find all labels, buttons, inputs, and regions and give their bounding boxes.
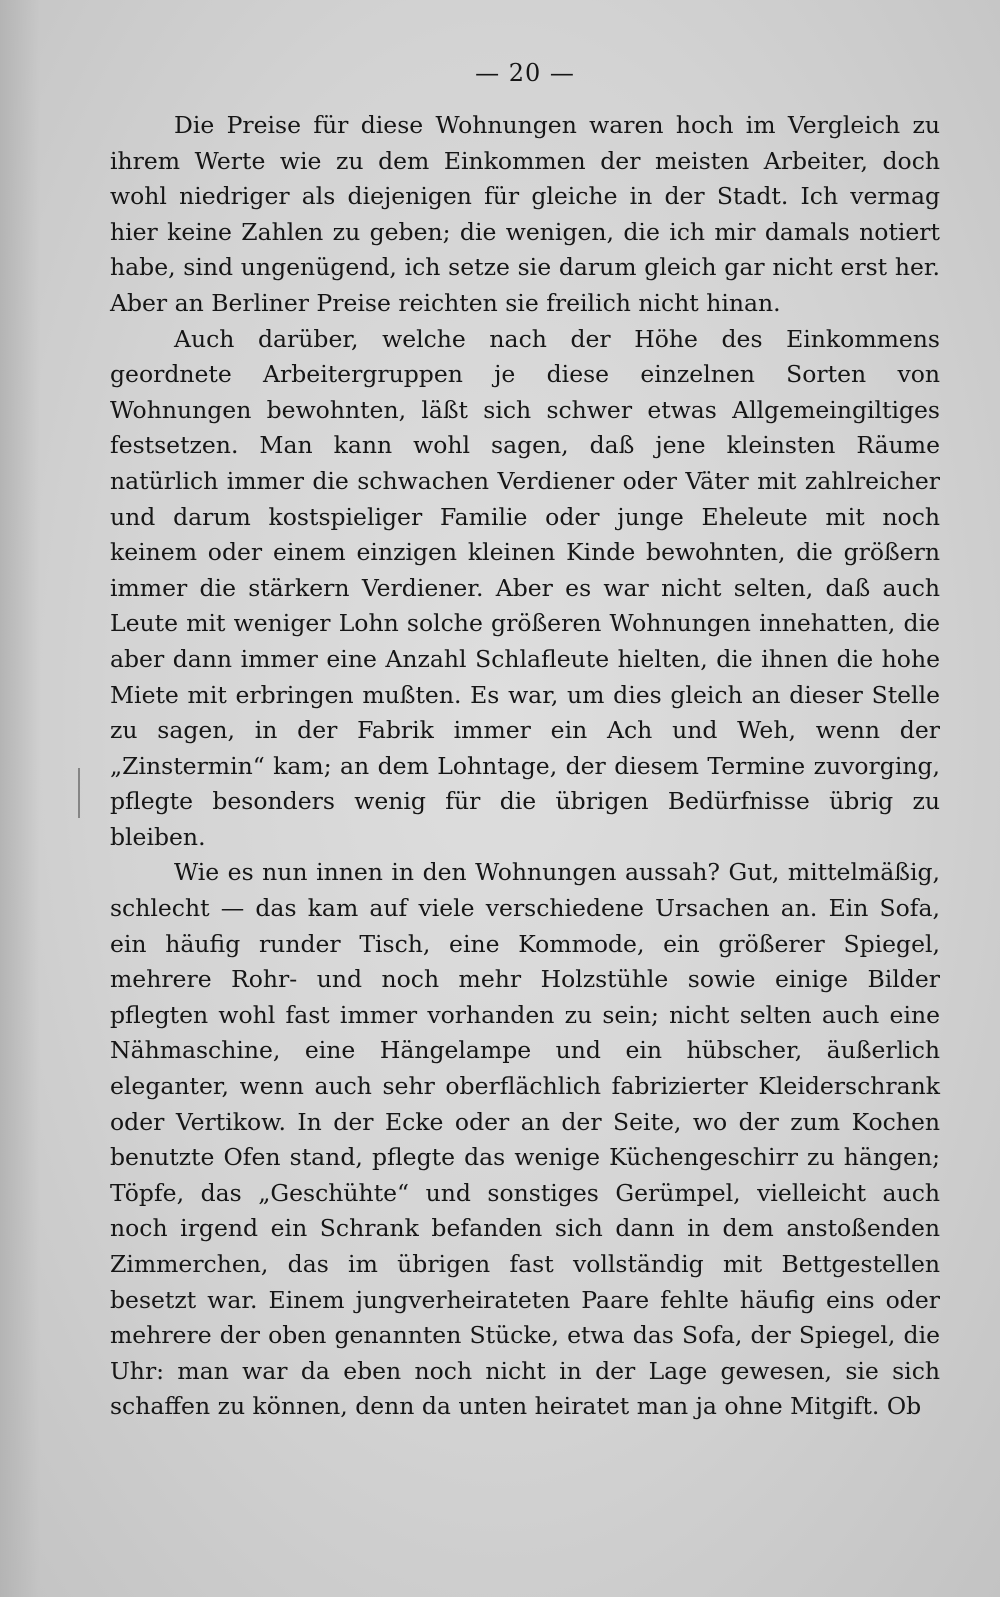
page-number: — 20 —: [475, 59, 575, 87]
paragraph-3: Wie es nun innen in den Wohnungen aussah? Gut, mittelmäßig, schlecht — das kam auf viele verschiedene Ursachen an. Ein Sofa, ein häufig runder Tisch, eine Kommode, ein größerer Spiegel, mehrere Rohr- und noch mehr Holzstühle sowie einige Bilder pflegten wohl fast immer vorhanden zu sein; nicht selten auch eine Nähmaschine, eine Hängelampe und ein hübscher, äußerlich eleganter, wenn auch sehr oberflächlich fabrizierter Kleiderschrank oder Vertikow. In der Ecke oder an der Seite, wo der zum Kochen benutzte Ofen stand, pflegte das wenige Küchengeschirr zu hängen; Töpfe, das „Geschühte“ und sonstiges Gerümpel, vielleicht auch noch irgend ein Schrank befanden sich dann in dem anstoßenden Zimmerchen, das im übrigen fast vollständig mit Bettgestellen besetzt war. Einem jungverheirateten Paare fehlte häufig eins oder mehrere der oben genannten Stücke, etwa das Sofa, der Spiegel, die Uhr: man war da eben noch nicht in der Lage gewesen, sie sich schaffen zu können, denn da unten heiratet man ja ohne Mitgift. Ob: [110, 858, 940, 1421]
margin-pencil-mark: [78, 768, 80, 818]
paragraph-2: Auch darüber, welche nach der Höhe des Einkommens geordnete Arbeitergruppen je diese einzelnen Sorten von Wohnungen bewohnten, läßt sich schwer etwas Allgemeingiltiges festsetzen. Man kann wohl sagen, daß jene kleinsten Räume natürlich immer die schwachen Verdiener oder Väter mit zahlreicher und darum kostspieliger Familie oder junge Eheleute mit noch keinem oder einem einzigen kleinen Kinde bewohnten, die größern immer die stärkern Verdiener. Aber es war nicht selten, daß auch Leute mit weniger Lohn solche größeren Wohnungen innehatten, die aber dann immer eine Anzahl Schlafleute hielten, die ihnen die hohe Miete mit erbringen mußten. Es war, um dies gleich an dieser Stelle zu sagen, in der Fabrik immer ein Ach und Weh, wenn der „Zinstermin“ kam; an dem Lohntage, der diesem Termine zuvorging, pflegte besonders wenig für die übrigen Bedürfnisse übrig zu bleiben.: [110, 324, 940, 851]
text-body: [110, 108, 940, 1425]
paragraph-1: Die Preise für diese Wohnungen waren hoch im Vergleich zu ihrem Werte wie zu dem Einkommen der meisten Arbeiter, doch wohl niedriger als diejenigen für gleiche in der Stadt. Ich vermag hier keine Zahlen zu geben; die wenigen, die ich mir damals notiert habe, sind ungenügend, ich setze sie darum gleich gar nicht erst her. Aber an Berliner Preise reichten sie freilich nicht hinan.: [110, 111, 940, 317]
page-shadow: [0, 0, 40, 1597]
